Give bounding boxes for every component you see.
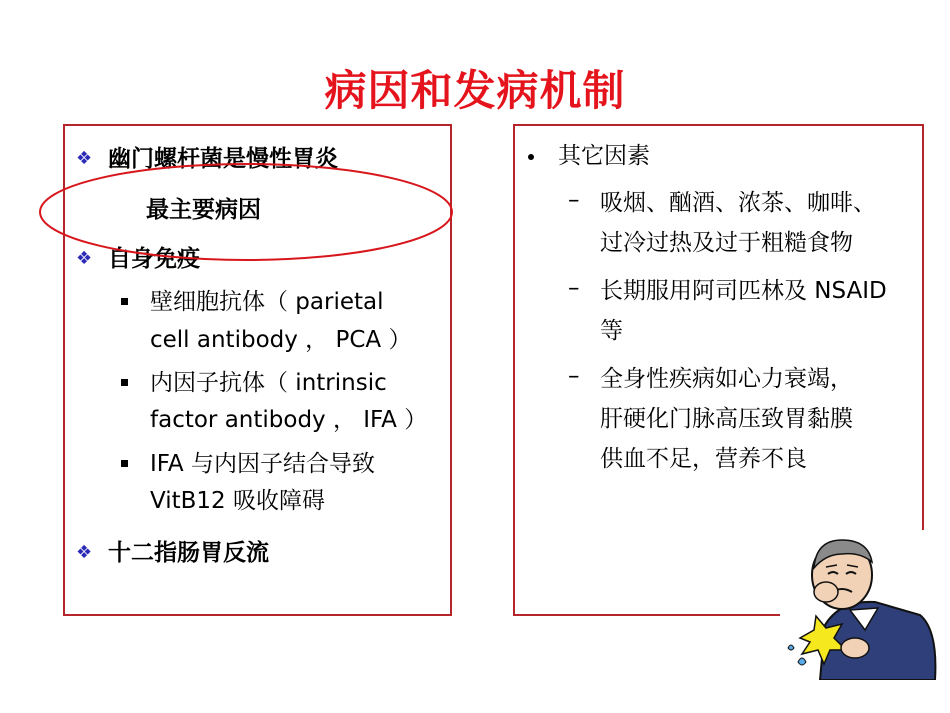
dash-bullet-icon: – xyxy=(568,275,580,301)
left-item-1-line2: 最主要病因 xyxy=(146,197,261,223)
left-subitem-3-line1: IFA 与内因子结合导致 xyxy=(150,451,375,477)
right-subitem-1-line2: 过冷过热及过于粗糙食物 xyxy=(600,230,853,256)
left-item-3-line1: 十二指肠胃反流 xyxy=(108,540,269,566)
dash-bullet-icon: – xyxy=(568,187,580,213)
right-subitem-3-line1: 全身性疾病如心力衰竭， xyxy=(600,366,853,392)
stomach-pain-man-clipart xyxy=(780,530,940,680)
square-bullet-icon xyxy=(121,379,128,386)
right-subitem-2-line2: 等 xyxy=(600,318,623,344)
dash-bullet-icon: – xyxy=(568,363,580,389)
left-subitem-3-line2: VitB12 吸收障碍 xyxy=(150,488,325,514)
right-subitem-1-line1: 吸烟、酗酒、浓茶、咖啡、 xyxy=(600,190,876,216)
left-subitem-1-line1: 壁细胞抗体（ parietal xyxy=(150,289,384,315)
left-item-2-line1: 自身免疫 xyxy=(108,246,200,272)
square-bullet-icon xyxy=(121,298,128,305)
left-subitem-2-line2: factor antibody ， IFA ） xyxy=(150,407,428,433)
left-subitem-2-line1: 内因子抗体（ intrinsic xyxy=(150,370,387,396)
right-heading: 其它因素 xyxy=(558,143,650,169)
square-bullet-icon xyxy=(121,460,128,467)
left-subitem-1-line2: cell antibody ， PCA ） xyxy=(150,327,412,353)
right-subitem-2-line1: 长期服用阿司匹林及 NSAID xyxy=(600,278,887,304)
diamond-bullet-icon: ❖ xyxy=(76,248,93,269)
diamond-bullet-icon: ❖ xyxy=(76,148,93,169)
dot-bullet-icon xyxy=(528,154,534,160)
highlight-ellipse xyxy=(36,160,456,270)
left-item-1-line1: 幽门螺杆菌是慢性胃炎 xyxy=(108,146,338,172)
right-subitem-3-line2: 肝硬化门脉高压致胃黏膜 xyxy=(600,406,853,432)
diamond-bullet-icon: ❖ xyxy=(76,542,93,563)
slide-title: 病因和发病机制 xyxy=(324,66,626,115)
right-subitem-3-line3: 供血不足，营养不良 xyxy=(600,446,807,472)
